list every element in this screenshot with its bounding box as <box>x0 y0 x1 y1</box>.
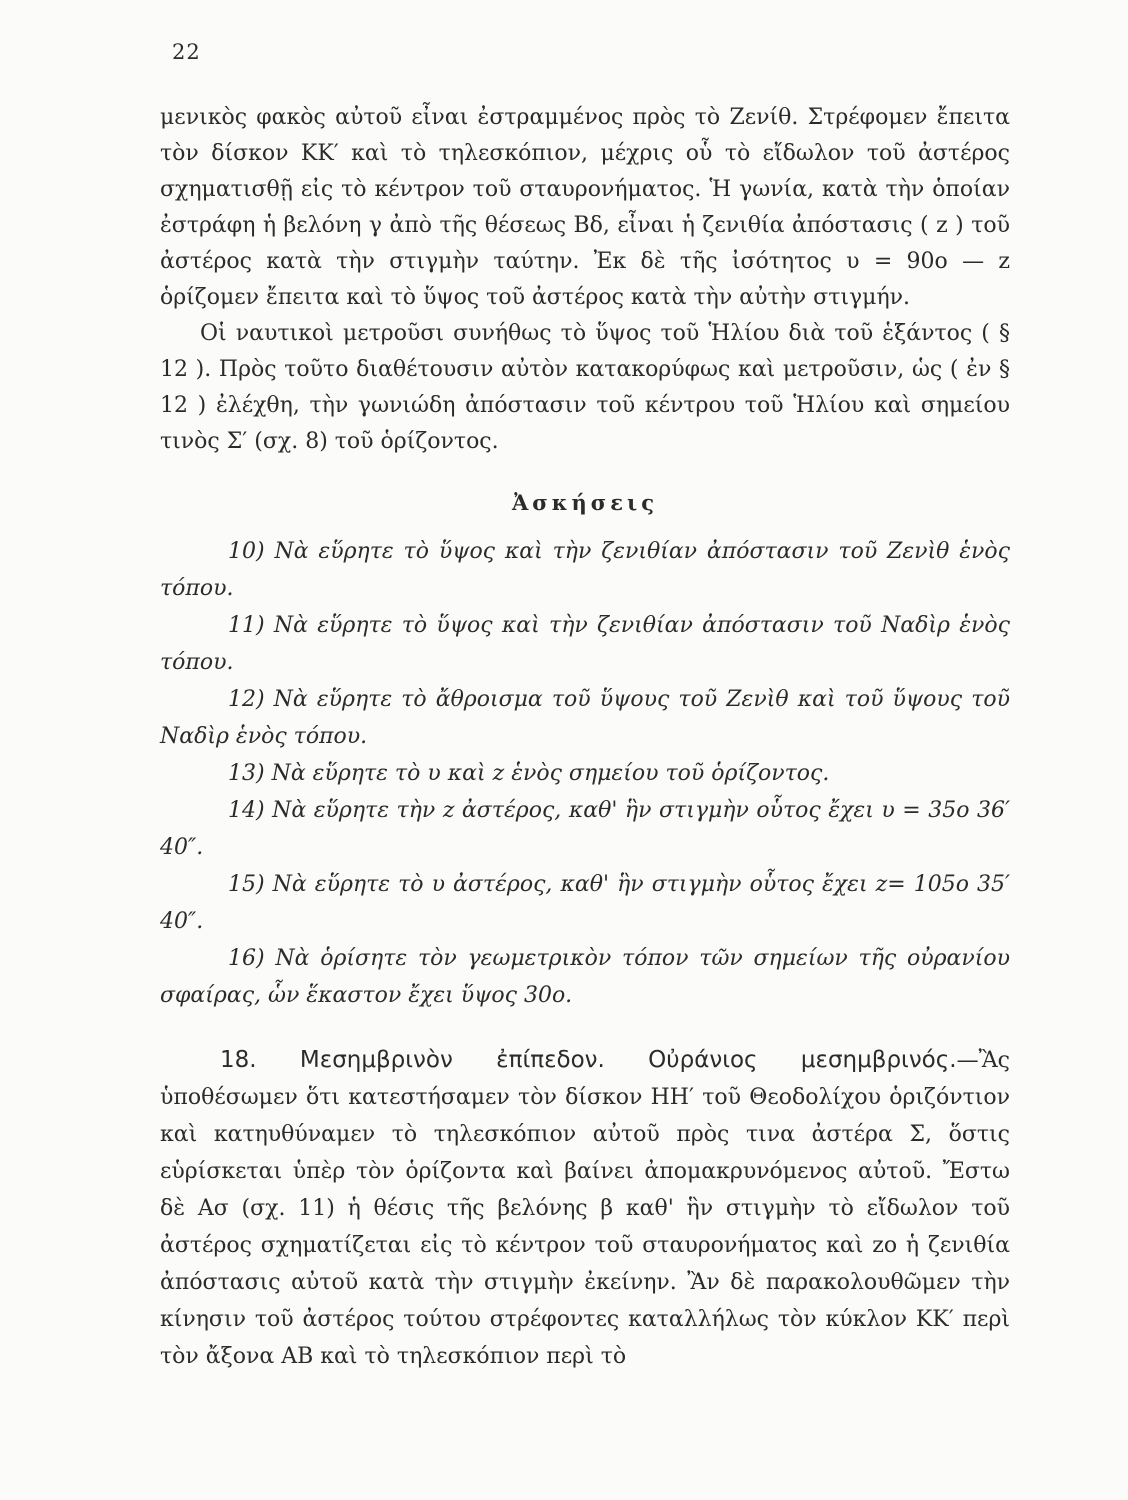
page-content <box>160 100 1010 1375</box>
exercise-10: 10) Νὰ εὕρητε τὸ ὕψος καὶ τὴν ζενιθίαν ἀπόστασιν τοῦ Ζενὶθ ἑνὸς τόπου. <box>160 539 1010 601</box>
exercise-15: 15) Νὰ εὕρητε τὸ υ ἀστέρος, καθ' ἣν στιγμὴν οὗτος ἔχει z= 105ο 35′ 40″. <box>160 872 1010 934</box>
section-18-paragraph <box>160 1042 1010 1375</box>
exercise-11: 11) Νὰ εὕρητε τὸ ὕψος καὶ τὴν ζενιθίαν ἀπόστασιν τοῦ Ναδὶρ ἑνὸς τόπου. <box>160 613 1010 675</box>
exercise-12: 12) Νὰ εὕρητε τὸ ἄθροισμα τοῦ ὕψους τοῦ Ζενὶθ καὶ τοῦ ὕψους τοῦ Ναδὶρ ἑνὸς τόπου. <box>160 687 1010 749</box>
intro-paragraph-2: Οἱ ναυτικοὶ μετροῦσι συνήθως τὸ ὕψος τοῦ Ἡλίου διὰ τοῦ ἑξάντος ( § 12 ). Πρὸς τοῦτο διαθέτουσιν αὐτὸν κατακορύφως καὶ μετροῦσιν, ὡς ( ἐν § 12 ) ἐλέχθη, τὴν γωνιώδη ἀπόστασιν τοῦ κέντρου τοῦ Ἡλίου καὶ σημείου τινὸς Σ′ (σχ. 8) τοῦ ὁρίζοντος. <box>160 321 1010 454</box>
exercise-13: 13) Νὰ εὕρητε τὸ υ καὶ z ἑνὸς σημείου τοῦ ὁρίζοντος. <box>228 761 830 786</box>
section-18-text: —Ἂς ὑποθέσωμεν ὅτι κατεστήσαμεν τὸν δίσκον ΗΗ′ τοῦ Θεοδολίχου ὁριζόντιον καὶ κατηυθύναμεν τὸ τηλεσκόπιον αὐτοῦ πρὸς τινα ἀστέρα Σ, ὅστις εὑρίσκεται ὑπὲρ τὸν ὁρίζοντα καὶ βαίνει ἀπομακρυνόμενος αὐτοῦ. Ἔστω δὲ Ασ (σχ. 11) ἡ θέσις τῆς βελόνης β καθ' ἣν στιγμὴν τὸ εἴδωλον τοῦ ἀστέρος σχηματίζεται εἰς τὸ κέντρον τοῦ σταυρονήματος καὶ zο ἡ ζενιθία ἀπόστασις αὐτοῦ κατὰ τὴν στιγμὴν ἐκείνην. Ἂν δὲ παρακολουθῶμεν τὴν κίνησιν τοῦ ἀστέρος τούτου στρέφοντες καταλλήλως τὸν κύκλον ΚΚ′ περὶ τὸν ἄξονα ΑΒ καὶ τὸ τηλεσκόπιον περὶ τὸ <box>160 1048 1010 1369</box>
page-number: 22 <box>172 40 201 64</box>
exercises-heading: Ἀσκήσεις <box>512 490 658 515</box>
exercise-16: 16) Νὰ ὁρίσητε τὸν γεωμετρικὸν τόπον τῶν σημείων τῆς οὐρανίου σφαίρας, ὧν ἕκαστον ἔχει ὕψος 30ο. <box>160 946 1010 1008</box>
exercise-14: 14) Νὰ εὕρητε τὴν z ἀστέρος, καθ' ἣν στιγμὴν οὗτος ἔχει υ = 35ο 36′ 40″. <box>160 798 1010 860</box>
intro-paragraph-1: μενικὸς φακὸς αὐτοῦ εἶναι ἐστραμμένος πρὸς τὸ Ζενίθ. Στρέφομεν ἔπειτα τὸν δίσκον ΚΚ′ καὶ τὸ τηλεσκόπιον, μέχρις οὗ τὸ εἴδωλον τοῦ ἀστέρος σχηματισθῇ εἰς τὸ κέντρον τοῦ σταυρονήματος. Ἡ γωνία, κατὰ τὴν ὁποίαν ἐστράφη ἡ βελόνη γ ἀπὸ τῆς θέσεως Βδ, εἶναι ἡ ζενιθία ἀπόστασις ( z ) τοῦ ἀστέρος κατὰ τὴν στιγμὴν ταύτην. Ἐκ δὲ τῆς ἰσότητος υ = 90ο — z ὁρίζομεν ἔπειτα καὶ τὸ ὕψος τοῦ ἀστέρος κατὰ τὴν αὐτὴν στιγμήν. <box>160 105 1010 310</box>
section-18-title: 18. Μεσημβρινὸν ἐπίπεδον. Οὐράνιος μεσημβρινός. <box>220 1047 957 1073</box>
